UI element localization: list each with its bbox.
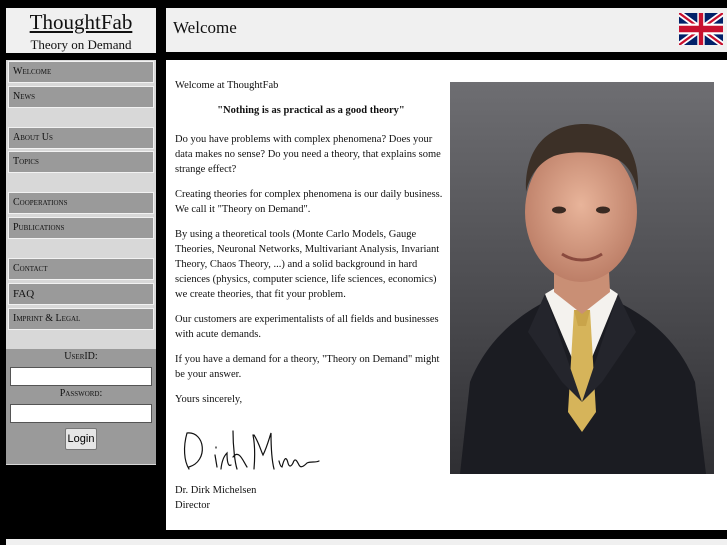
uk-flag-icon[interactable]: [679, 13, 723, 45]
signatory-role: Director: [175, 500, 210, 511]
nav-imprint-legal[interactable]: Imprint & Legal: [8, 308, 154, 330]
userid-label: UserID:: [64, 351, 98, 362]
greeting: Welcome at ThoughtFab: [175, 80, 279, 91]
page-title: Welcome: [173, 18, 237, 37]
nav-faq[interactable]: FAQ: [8, 283, 154, 305]
page-header: [166, 8, 727, 52]
nav-news[interactable]: News: [8, 86, 154, 108]
password-input[interactable]: [10, 404, 152, 423]
paragraph-tools: By using a theoretical tools (Monte Carlo Models, Gauge Theories, Neuronal Networks, Multivariant Analysis, Invariant Theory, Chaos Theory, ...) and a solid background in hard sciences (physics, computer science, life sciences, economics) we create theories, that fit your problem.: [175, 229, 440, 300]
paragraph-customers: Our customers are experimentalists of all fields and businesses with acute demands.: [175, 314, 439, 340]
nav-cooperations[interactable]: Cooperations: [8, 192, 154, 214]
page-footer: [6, 539, 727, 545]
welcome-text: [175, 78, 447, 513]
paragraph-business: Creating theories for complex phenomena is our daily business. We call it "Theory on Demand".: [175, 189, 443, 215]
password-label: Password:: [59, 388, 103, 399]
quote: "Nothing is as practical as a good theory": [217, 105, 405, 116]
nav-topics[interactable]: Topics: [8, 151, 154, 173]
director-portrait-image: [450, 82, 714, 474]
main-content: [166, 60, 727, 530]
paragraph-demand: If you have a demand for a theory, "Theory on Demand" might be your answer.: [175, 354, 440, 380]
paragraph-problems: Do you have problems with complex phenomena? Does your data makes no sense? Do you need a theory, that explains some strange effect?: [175, 134, 441, 175]
sidebar: [6, 60, 156, 465]
nav-publications[interactable]: Publications: [8, 217, 154, 239]
nav-welcome[interactable]: Welcome: [8, 61, 154, 83]
nav-about-us[interactable]: About Us: [8, 127, 154, 149]
login-button[interactable]: Login: [65, 428, 97, 450]
closing: Yours sincerely,: [175, 394, 243, 405]
tagline: Theory on Demand: [30, 37, 132, 52]
login-form: [6, 349, 156, 464]
brand-name[interactable]: ThoughtFab: [29, 10, 133, 34]
site-logo[interactable]: [6, 8, 156, 53]
signatory-name: Dr. Dirk Michelsen: [175, 485, 257, 496]
userid-input[interactable]: [10, 367, 152, 386]
nav-contact[interactable]: Contact: [8, 258, 154, 280]
signature-image: [175, 417, 325, 477]
